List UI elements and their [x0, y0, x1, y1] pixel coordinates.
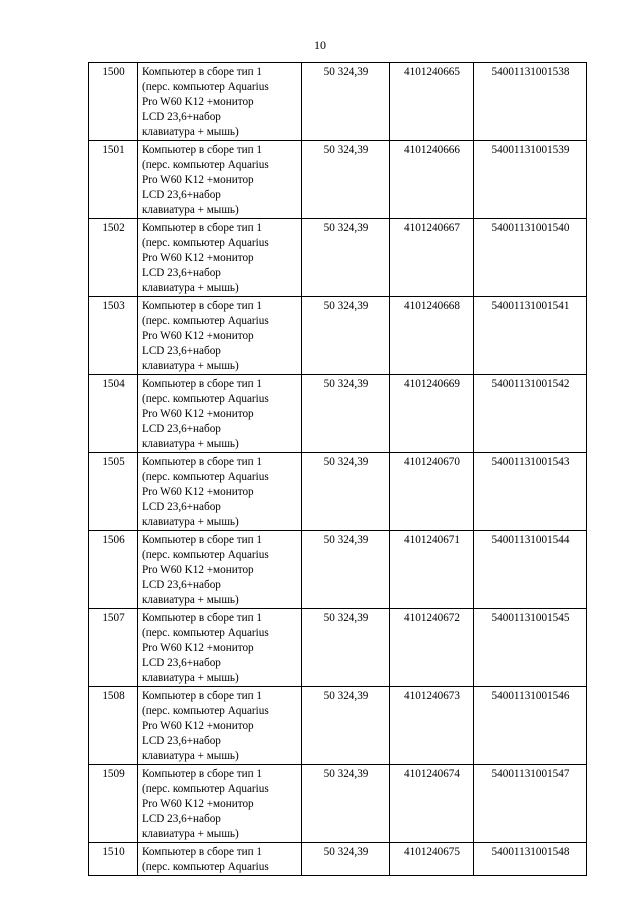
row-number-cell: 1510: [89, 843, 138, 876]
item-name-line: Pro W60 K12 +монитор: [142, 798, 254, 810]
item-name-line: клавиатура + мышь): [142, 828, 239, 840]
item-name-line: Компьютер в сборе тип 1: [142, 768, 262, 780]
item-name-cell: [138, 63, 302, 141]
table-body: [89, 63, 587, 876]
inventory-number-cell: 4101240665: [390, 63, 474, 141]
inventory-number-cell: 4101240670: [390, 453, 474, 531]
table-row: [89, 531, 587, 609]
row-number-cell: 1503: [89, 297, 138, 375]
item-name-line: (перс. компьютер Aquarius: [142, 159, 269, 171]
account-code-cell: 54001131001541: [474, 297, 587, 375]
row-number-cell: 1507: [89, 609, 138, 687]
inventory-number-cell: 4101240669: [390, 375, 474, 453]
price-cell: 50 324,39: [302, 843, 390, 876]
item-name-cell: [138, 687, 302, 765]
table-row: [89, 609, 587, 687]
item-name-line: клавиатура + мышь): [142, 360, 239, 372]
item-name-line: Pro W60 K12 +монитор: [142, 252, 254, 264]
item-name-line: LCD 23,6+набор: [142, 579, 221, 591]
price-cell: 50 324,39: [302, 219, 390, 297]
row-number-cell: 1504: [89, 375, 138, 453]
table-row: [89, 297, 587, 375]
row-number-cell: 1501: [89, 141, 138, 219]
item-name-line: Pro W60 K12 +монитор: [142, 96, 254, 108]
item-name-line: Компьютер в сборе тип 1: [142, 222, 262, 234]
account-code-cell: 54001131001538: [474, 63, 587, 141]
inventory-number-cell: 4101240673: [390, 687, 474, 765]
account-code-cell: 54001131001546: [474, 687, 587, 765]
table-row: [89, 687, 587, 765]
account-code-cell: 54001131001542: [474, 375, 587, 453]
item-name-line: Компьютер в сборе тип 1: [142, 846, 262, 858]
item-name-line: клавиатура + мышь): [142, 282, 239, 294]
price-cell: 50 324,39: [302, 765, 390, 843]
item-name-line: LCD 23,6+набор: [142, 189, 221, 201]
inventory-number-cell: 4101240666: [390, 141, 474, 219]
row-number-cell: 1505: [89, 453, 138, 531]
item-name-line: (перс. компьютер Aquarius: [142, 783, 269, 795]
item-name-line: Компьютер в сборе тип 1: [142, 144, 262, 156]
item-name-line: LCD 23,6+набор: [142, 345, 221, 357]
item-name-line: Компьютер в сборе тип 1: [142, 66, 262, 78]
table-row: [89, 219, 587, 297]
item-name-line: LCD 23,6+набор: [142, 813, 221, 825]
item-name-line: LCD 23,6+набор: [142, 501, 221, 513]
item-name-line: LCD 23,6+набор: [142, 423, 221, 435]
item-name-line: Pro W60 K12 +монитор: [142, 174, 254, 186]
price-cell: 50 324,39: [302, 63, 390, 141]
table-row: [89, 375, 587, 453]
item-name-line: Pro W60 K12 +монитор: [142, 642, 254, 654]
item-name-cell: [138, 843, 302, 876]
table-row: [89, 843, 587, 876]
row-number-cell: 1506: [89, 531, 138, 609]
account-code-cell: 54001131001544: [474, 531, 587, 609]
price-cell: 50 324,39: [302, 453, 390, 531]
item-name-line: Компьютер в сборе тип 1: [142, 690, 262, 702]
price-cell: 50 324,39: [302, 141, 390, 219]
price-cell: 50 324,39: [302, 609, 390, 687]
account-code-cell: 54001131001545: [474, 609, 587, 687]
item-name-cell: [138, 765, 302, 843]
price-cell: 50 324,39: [302, 375, 390, 453]
item-name-line: клавиатура + мышь): [142, 516, 239, 528]
item-name-line: клавиатура + мышь): [142, 750, 239, 762]
item-name-cell: [138, 375, 302, 453]
item-name-line: Pro W60 K12 +монитор: [142, 720, 254, 732]
inventory-number-cell: 4101240672: [390, 609, 474, 687]
item-name-cell: [138, 453, 302, 531]
item-name-cell: [138, 219, 302, 297]
item-name-line: LCD 23,6+набор: [142, 735, 221, 747]
item-name-line: Компьютер в сборе тип 1: [142, 378, 262, 390]
item-name-line: (перс. компьютер Aquarius: [142, 705, 269, 717]
item-name-cell: [138, 609, 302, 687]
inventory-number-cell: 4101240667: [390, 219, 474, 297]
item-name-line: Pro W60 K12 +монитор: [142, 486, 254, 498]
row-number-cell: 1509: [89, 765, 138, 843]
item-name-line: клавиатура + мышь): [142, 126, 239, 138]
item-name-line: (перс. компьютер Aquarius: [142, 237, 269, 249]
price-cell: 50 324,39: [302, 687, 390, 765]
item-name-line: Pro W60 K12 +монитор: [142, 564, 254, 576]
account-code-cell: 54001131001547: [474, 765, 587, 843]
row-number-cell: 1500: [89, 63, 138, 141]
account-code-cell: 54001131001539: [474, 141, 587, 219]
item-name-line: Pro W60 K12 +монитор: [142, 408, 254, 420]
item-name-line: клавиатура + мышь): [142, 438, 239, 450]
item-name-cell: [138, 297, 302, 375]
account-code-cell: 54001131001540: [474, 219, 587, 297]
inventory-number-cell: 4101240674: [390, 765, 474, 843]
inventory-number-cell: 4101240668: [390, 297, 474, 375]
table-row: [89, 63, 587, 141]
item-name-line: (перс. компьютер Aquarius: [142, 315, 269, 327]
price-cell: 50 324,39: [302, 531, 390, 609]
inventory-table: [88, 62, 587, 876]
item-name-line: (перс. компьютер Aquarius: [142, 471, 269, 483]
row-number-cell: 1502: [89, 219, 138, 297]
item-name-cell: [138, 141, 302, 219]
item-name-line: Компьютер в сборе тип 1: [142, 534, 262, 546]
item-name-line: Компьютер в сборе тип 1: [142, 456, 262, 468]
row-number-cell: 1508: [89, 687, 138, 765]
item-name-line: (перс. компьютер Aquarius: [142, 393, 269, 405]
item-name-line: клавиатура + мышь): [142, 204, 239, 216]
price-cell: 50 324,39: [302, 297, 390, 375]
account-code-cell: 54001131001543: [474, 453, 587, 531]
item-name-line: Компьютер в сборе тип 1: [142, 300, 262, 312]
table-row: [89, 141, 587, 219]
item-name-line: (перс. компьютер Aquarius: [142, 549, 269, 561]
item-name-line: (перс. компьютер Aquarius: [142, 627, 269, 639]
item-name-line: LCD 23,6+набор: [142, 657, 221, 669]
item-name-line: LCD 23,6+набор: [142, 111, 221, 123]
table-row: [89, 765, 587, 843]
table-row: [89, 453, 587, 531]
item-name-line: (перс. компьютер Aquarius: [142, 81, 269, 93]
item-name-line: (перс. компьютер Aquarius: [142, 861, 269, 873]
item-name-cell: [138, 531, 302, 609]
inventory-number-cell: 4101240671: [390, 531, 474, 609]
item-name-line: клавиатура + мышь): [142, 672, 239, 684]
page-number: 10: [314, 38, 326, 52]
item-name-line: Pro W60 K12 +монитор: [142, 330, 254, 342]
inventory-number-cell: 4101240675: [390, 843, 474, 876]
item-name-line: Компьютер в сборе тип 1: [142, 612, 262, 624]
item-name-line: клавиатура + мышь): [142, 594, 239, 606]
account-code-cell: 54001131001548: [474, 843, 587, 876]
item-name-line: LCD 23,6+набор: [142, 267, 221, 279]
